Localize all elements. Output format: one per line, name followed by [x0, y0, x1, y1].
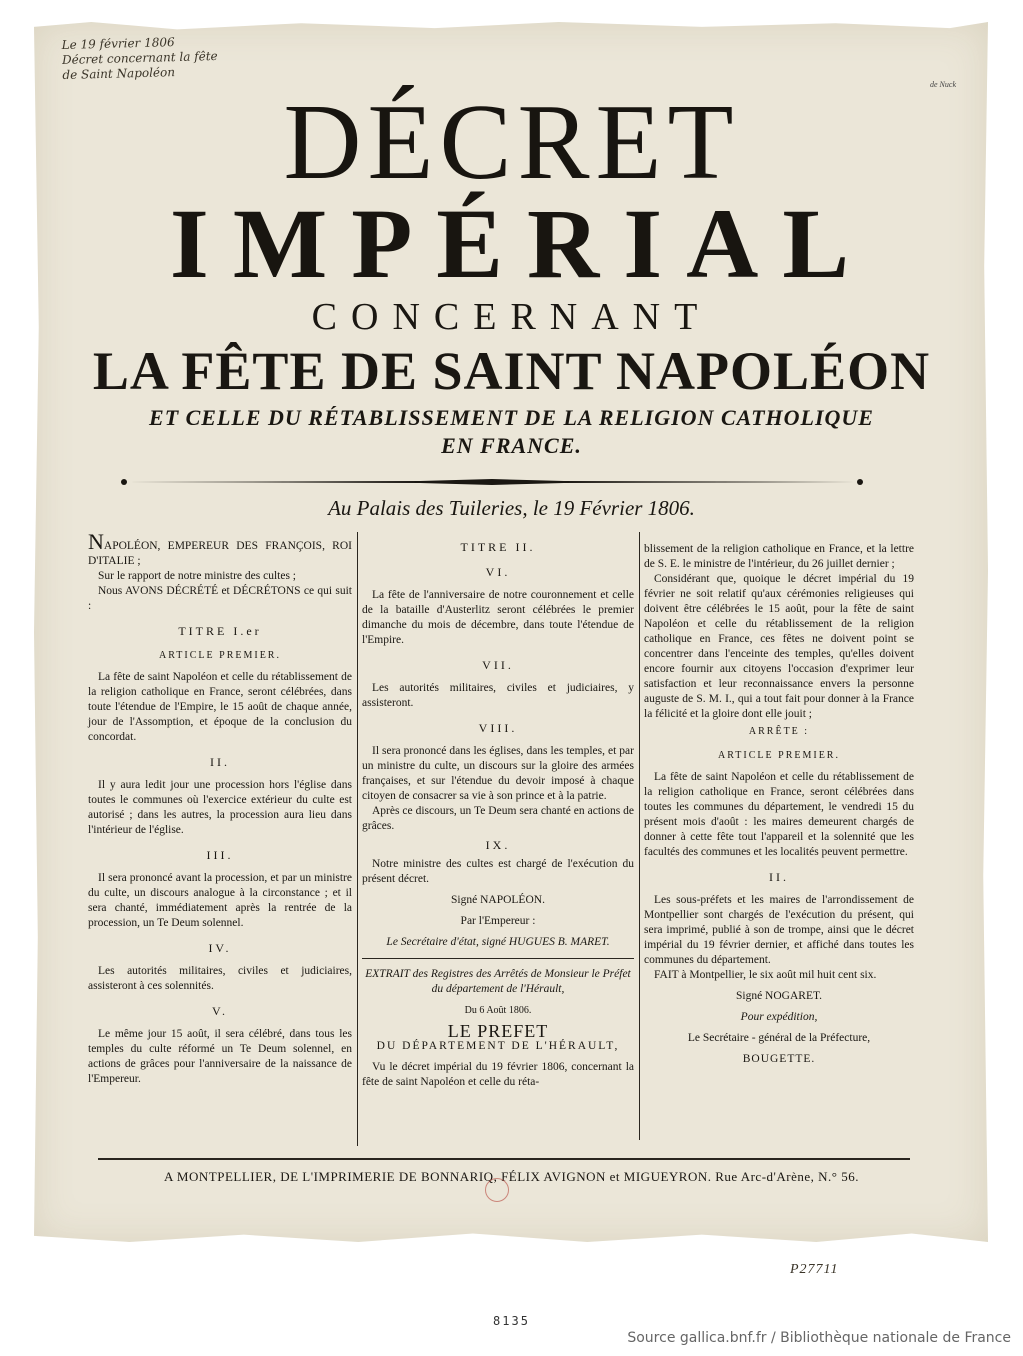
subtitle	[0, 404, 1023, 460]
divider	[362, 958, 634, 959]
arrete-heading: ARRÊTE :	[748, 726, 810, 737]
subtitle-line-1: ET CELLE DU RÉTABLISSEMENT DE LA RELIGION CATHOLIQUE	[149, 405, 874, 430]
column-3	[644, 528, 914, 1073]
column-divider	[639, 532, 640, 1140]
article-heading: VII.	[482, 658, 514, 672]
paragraph: Considérant que, quoique le décret impérial du 19 février ne soit relatif qu'aux cérémonies religieuses qui doivent être célébrées le 15 août, pour la fête de saint Napoléon et celle du rétablissement de la religion catholique en France, ces fêtes ne doivent point se concentrer dans l'enceinte des temples, qu'elles doivent encore fournir aux citoyens l'occasion d'exprimer leur satisfaction et leur reconnaissance envers la personne auguste de S. M. I., qui a tout fait pour donner à la France la félicité et la gloire dont elle jouit ;	[644, 573, 914, 720]
paragraph: Nous AVONS DÉCRÉTÉ et DÉCRÉTONS ce qui suit :	[88, 585, 352, 612]
handwritten-line-3: de Saint Napoléon	[62, 65, 176, 83]
signature-bougette: BOUGETTE.	[742, 1053, 816, 1065]
bottom-rule	[98, 1158, 910, 1160]
column-1	[88, 528, 352, 1087]
article-heading: III.	[206, 848, 234, 862]
paragraph: blissement de la religion catholique en France, et la lettre de S. E. le ministre de l'intérieur, du 26 juillet dernier ;	[644, 543, 914, 570]
signature-secretary: Le Secrétaire d'état, signé HUGUES B. MARET.	[386, 936, 610, 948]
article-text: La fête de saint Napoléon et celle du rétablissement de la religion catholique en France, seront célébrées dans toutes les communes du département, le vendredi 15 du présent mois d'août : les maires demeurent chargés de donner à cette fête tout l'appareil et la solennité que les facultés des communes et les localités peuvent permettre.	[644, 771, 914, 858]
extrait-date: Du 6 Août 1806.	[464, 1005, 532, 1016]
paragraph: Vu le décret impérial du 19 février 1806, concernant la fête de saint Napoléon et celle du réta-	[362, 1061, 634, 1088]
article-text: Les sous-préfets et les maires de l'arrondissement de Montpellier sont chargés de l'exécution du présent, qui sera imprimé, publié à son de trompe, ainsi que le décret impérial du 19 février dernier, et affiché dans toutes les communes du département.	[644, 894, 914, 966]
paragraph: Sur le rapport de notre ministre des cultes ;	[98, 570, 297, 582]
dateline: Au Palais des Tuileries, le 19 Février 1806.	[328, 496, 695, 520]
prefet-heading: LE PREFET	[447, 1021, 549, 1041]
title-line-decret: DÉCRET	[283, 83, 740, 202]
article-text: Il sera prononcé dans les églises, dans les temples, et par un ministre du culte, un discours sur la gloire des armées françaises, et sur l'étendue du devoir imposé à chaque citoyen de consacrer sa vie à son prince et à la patrie.	[362, 745, 634, 802]
title-line-concernant: CONCERNANT	[311, 296, 712, 338]
article-heading: ARTICLE PREMIER.	[159, 650, 281, 661]
article-text: Il sera prononcé avant la procession, et par un ministre du culte, un discours analogue à la circonstance ; et il sera chanté, immédiatement après la rentrée de la procession, un Te Deum solennel.	[88, 872, 352, 929]
signature-secretaire: Le Secrétaire - général de la Préfecture,	[687, 1032, 871, 1044]
article-heading: V.	[211, 1004, 229, 1018]
article-heading: IX.	[485, 838, 511, 852]
column-divider	[357, 532, 358, 1146]
handwritten-line-1: Le 19 février 1806	[61, 35, 175, 53]
title-line-fete: LA FÊTE DE SAINT NAPOLÉON	[92, 341, 931, 401]
article-text: La fête de l'anniversaire de notre couronnement et celle de la bataille d'Austerlitz seront célébrées le premier dimanche du mois de décembre, dans toute l'étendue de l'Empire.	[362, 589, 634, 646]
title-line-imperial: IMPÉRIAL	[169, 188, 874, 299]
source-credit: Source gallica.bnf.fr / Bibliothèque nationale de France	[627, 1330, 1011, 1346]
article-text: Après ce discours, un Te Deum sera chanté en actions de grâces.	[362, 805, 634, 832]
intro-text: APOLÉON, EMPEREUR DES FRANÇOIS, ROI D'ITALIE ;	[88, 540, 352, 567]
article-heading: II.	[210, 755, 230, 769]
article-text: La fête de saint Napoléon et celle du rétablissement de la religion catholique en France, seront célébrées, dans toute l'étendue de l'Empire, le 15 août de chaque année, jour de l'Assomption, et époque de la conclusion du concordat.	[88, 671, 352, 743]
sheet-number: 8135	[493, 1314, 530, 1328]
article-heading: ARTICLE PREMIER.	[718, 750, 840, 761]
corner-note: de Nuck	[930, 80, 956, 89]
library-stamp-icon	[485, 1178, 509, 1202]
subtitle-line-2: EN FRANCE.	[441, 433, 582, 458]
ornamental-rule	[120, 478, 864, 486]
signature-nogaret: Signé NOGARET.	[735, 990, 823, 1002]
shelf-mark: P27711	[790, 1262, 839, 1277]
handwritten-line-2: Décret concernant la fête	[61, 48, 218, 68]
article-text: Notre ministre des cultes est chargé de l'exécution du présent décret.	[362, 858, 634, 885]
handwritten-note	[61, 34, 218, 83]
intro-initial: N	[88, 529, 104, 554]
article-text: Le même jour 15 août, il sera célébré, dans tous les temples du culte réformé un Te Deum solennel, en actions de grâces pour l'anniversaire de la naissance de l'Empereur.	[88, 1028, 352, 1085]
article-text: Les autorités militaires, civiles et judiciaires, assisteront à ces solennités.	[88, 965, 352, 992]
article-text: Il y aura ledit jour une procession hors l'église dans toutes le communes où l'exercice extérieur du culte est autorisé ; dans les autres, la procession aura lieu dans l'intérieur de l'église.	[88, 779, 352, 836]
article-heading: VI.	[485, 565, 511, 579]
article-heading: II.	[769, 870, 789, 884]
decree-intro	[88, 529, 352, 569]
column-2	[362, 528, 634, 1090]
section-heading: TITRE II.	[460, 540, 536, 554]
extrait-heading: EXTRAIT des Registres des Arrêtés de Monsieur le Préfet du département de l'Hérault,	[365, 968, 631, 995]
imprint-line: A MONTPELLIER, DE L'IMPRIMERIE DE BONNARIQ, FÉLIX AVIGNON et MIGUEYRON. Rue Arc-d'Arène, N.° 56.	[164, 1169, 859, 1184]
departement-heading: DU DÉPARTEMENT DE L'HÉRAULT,	[376, 1040, 620, 1052]
article-text: Les autorités militaires, civiles et judiciaires, y assisteront.	[362, 682, 634, 709]
signature-par: Par l'Empereur :	[460, 915, 536, 927]
fait-line: FAIT à Montpellier, le six août mil huit cent six.	[654, 969, 877, 981]
pour-expedition: Pour expédition,	[740, 1011, 818, 1023]
signature-napoleon: Signé NAPOLÉON.	[451, 894, 545, 906]
article-heading: VIII.	[478, 721, 518, 735]
section-heading: TITRE I.er	[178, 624, 262, 638]
article-heading: IV.	[208, 941, 232, 955]
